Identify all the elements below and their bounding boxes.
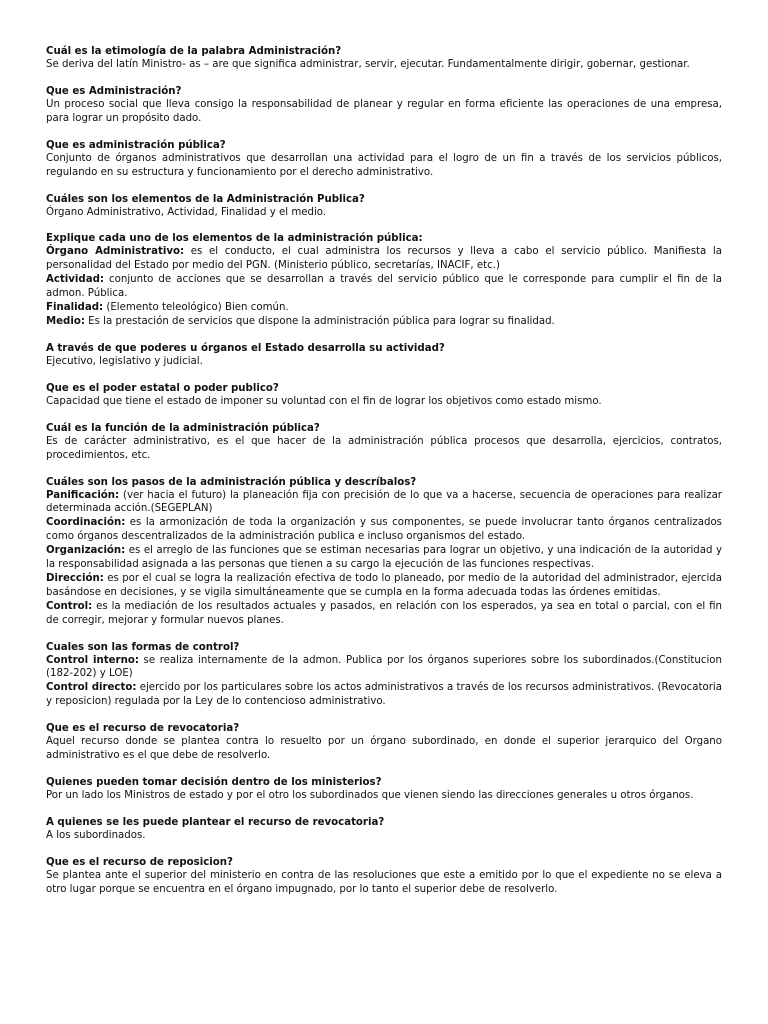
qa-section	[46, 382, 722, 409]
answer-text: (ver hacia el futuro) la planeación fija con precisión de lo que va a hacerse, secuencia de operaciones para realizar determinada acción.(SEGEPLAN)	[46, 489, 722, 515]
answer-text: conjunto de acciones que se desarrollan a través del servicio público que le corresponde para cumplir el fin de la admon. Pública.	[46, 274, 722, 300]
section-answer	[46, 869, 722, 897]
section-answer	[46, 735, 722, 763]
qa-section	[46, 856, 722, 897]
answer-text: Capacidad que tiene el estado de imponer su voluntad con el fin de lograr los objetivos como estado mismo.	[46, 395, 602, 407]
answer-term: Coordinación:	[46, 517, 126, 529]
answer-term: Medio:	[46, 315, 85, 327]
section-question: Cuál es la etimología de la palabra Administración?	[46, 46, 342, 57]
answer-text: es el conducto, el cual administra los recursos y lleva a cabo el servicio público. Manifiesta la personalidad del Estado por medio del PGN. (Ministerio público, secretarías, INACIF, etc.)	[46, 246, 723, 272]
section-answer	[46, 544, 722, 572]
qa-section	[46, 422, 722, 463]
qa-section	[46, 85, 722, 126]
section-answer	[46, 245, 722, 273]
section-answer	[46, 152, 722, 180]
section-answer	[46, 273, 722, 301]
section-answer	[46, 315, 722, 329]
qa-section	[46, 232, 722, 328]
qa-section	[46, 193, 722, 220]
section-answer	[46, 789, 722, 803]
qa-section	[46, 476, 722, 628]
section-question: Que es Administración?	[46, 85, 182, 97]
answer-text: Es la prestación de servicios que dispone la administración pública para lograr su finalidad.	[84, 315, 555, 327]
section-answer	[46, 600, 722, 628]
section-answer	[46, 654, 722, 682]
answer-term: Panificación:	[46, 489, 120, 501]
section-answer	[46, 435, 722, 463]
answer-term: Dirección:	[46, 572, 104, 584]
section-question: Explique cada uno de los elementos de la administración pública:	[46, 233, 423, 245]
answer-term: Organización:	[46, 545, 126, 557]
section-question: Que es el recurso de reposicion?	[46, 856, 233, 868]
answer-text: Un proceso social que lleva consigo la responsabilidad de planear y regular en forma eficiente las operaciones de una empresa, para lograr un propósito dado.	[46, 98, 722, 124]
section-question: Quienes pueden tomar decisión dentro de los ministerios?	[46, 777, 382, 788]
answer-term: Órgano Administrativo:	[46, 246, 185, 258]
qa-section	[46, 816, 722, 843]
answer-text: Se plantea ante el superior del ministerio en contra de las resoluciones que este a emitido por lo que el expediente no se eleva a otro lugar porque se encuentra en el órgano impugnado, por lo tanto el superior debe de resolverlo.	[46, 869, 722, 895]
section-answer	[46, 489, 722, 517]
answer-term: Control interno:	[46, 654, 139, 666]
section-answer	[46, 395, 722, 409]
answer-text: A los subordinados.	[46, 829, 146, 841]
section-question: Cuál es la función de la administración pública?	[46, 422, 320, 434]
qa-section	[46, 722, 722, 763]
qa-section	[46, 342, 722, 369]
qa-section	[46, 45, 722, 72]
section-question: A través de que poderes u órganos el Estado desarrolla su actividad?	[46, 342, 445, 354]
answer-term: Control directo:	[46, 682, 137, 694]
section-question: Cuáles son los elementos de la Administración Publica?	[46, 193, 365, 205]
answer-text: es por el cual se logra la realización efectiva de todo lo planeado, por medio de la autoridad del administrador, ejercida basándose en decisiones, y se vigila simultáneamente que se cumpla en la forma adecuada todas las órdenes emitidas.	[46, 572, 722, 598]
section-answer	[46, 516, 722, 544]
answer-text: se realiza internamente de la admon. Publica por los órganos superiores sobre los subordinados.(Constitucion (182-202) y LOE)	[46, 654, 722, 680]
answer-text: es la armonización de toda la organización y sus componentes, se puede involucrar tanto órganos centralizados como órganos descentralizados de la administración publica e incluso organismos del estado.	[46, 517, 722, 543]
answer-text: Aquel recurso donde se plantea contra lo resuelto por un órgano subordinado, en donde el superior jerarquico del Organo administrativo es el que debe de resolverlo.	[46, 736, 722, 762]
answer-text: es el arreglo de las funciones que se estiman necesarias para lograr un objetivo, y una indicación de la autoridad y la responsabilidad asignada a las personas que tienen a su cargo la ejecución de las funciones respectivas.	[46, 545, 722, 571]
answer-term: Control:	[46, 600, 93, 612]
section-question: Cuáles son los pasos de la administración pública y descríbalos?	[46, 476, 417, 488]
answer-text: Por un lado los Ministros de estado y por el otro los subordinados que vienen siendo las direcciones generales u otros órganos.	[46, 790, 694, 801]
section-answer	[46, 58, 722, 72]
answer-text: (Elemento teleológico) Bien común.	[103, 302, 289, 314]
section-answer	[46, 301, 722, 315]
section-question: Cuales son las formas de control?	[46, 641, 240, 653]
section-answer	[46, 572, 722, 600]
section-answer	[46, 98, 722, 126]
qa-section	[46, 139, 722, 180]
section-question: Que es administración pública?	[46, 139, 226, 151]
answer-text: Ejecutivo, legislativo y judicial.	[46, 355, 203, 367]
section-question: Que es el poder estatal o poder publico?	[46, 382, 279, 394]
section-answer	[46, 829, 722, 843]
answer-text: Órgano Administrativo, Actividad, Finalidad y el medio.	[46, 206, 327, 218]
answer-text: es la mediación de los resultados actuales y pasados, en relación con los esperados, ya sea en total o parcial, con el fin de corregir, mejorar y formular nuevos planes.	[46, 600, 722, 626]
section-answer	[46, 355, 722, 369]
answer-text: Conjunto de órganos administrativos que desarrollan una actividad para el logro de un fin a través de los servicios públicos, regulando en su estructura y funcionamiento por el derecho administrativo.	[46, 152, 722, 178]
answer-term: Finalidad:	[46, 302, 104, 314]
qa-section	[46, 776, 722, 803]
qa-section	[46, 641, 722, 710]
section-answer	[46, 206, 722, 220]
answer-term: Actividad:	[46, 274, 104, 286]
section-question: A quienes se les puede plantear el recurso de revocatoria?	[46, 816, 385, 828]
answer-text: Se deriva del latín Ministro- as – are que significa administrar, servir, ejecutar. Fundamentalmente dirigir, gobernar, gestionar.	[46, 59, 690, 70]
answer-text: Es de carácter administrativo, es el que hacer de la administración pública procesos que desarrolla, ejercicios, contratos, procedimientos, etc.	[46, 435, 722, 461]
section-answer	[46, 681, 722, 709]
section-question: Que es el recurso de revocatoria?	[46, 723, 240, 735]
answer-text: ejercido por los particulares sobre los actos administrativos a través de los recursos administrativos. (Revocatoria y reposicion) regulada por la Ley de lo contencioso administrativo.	[46, 682, 723, 708]
